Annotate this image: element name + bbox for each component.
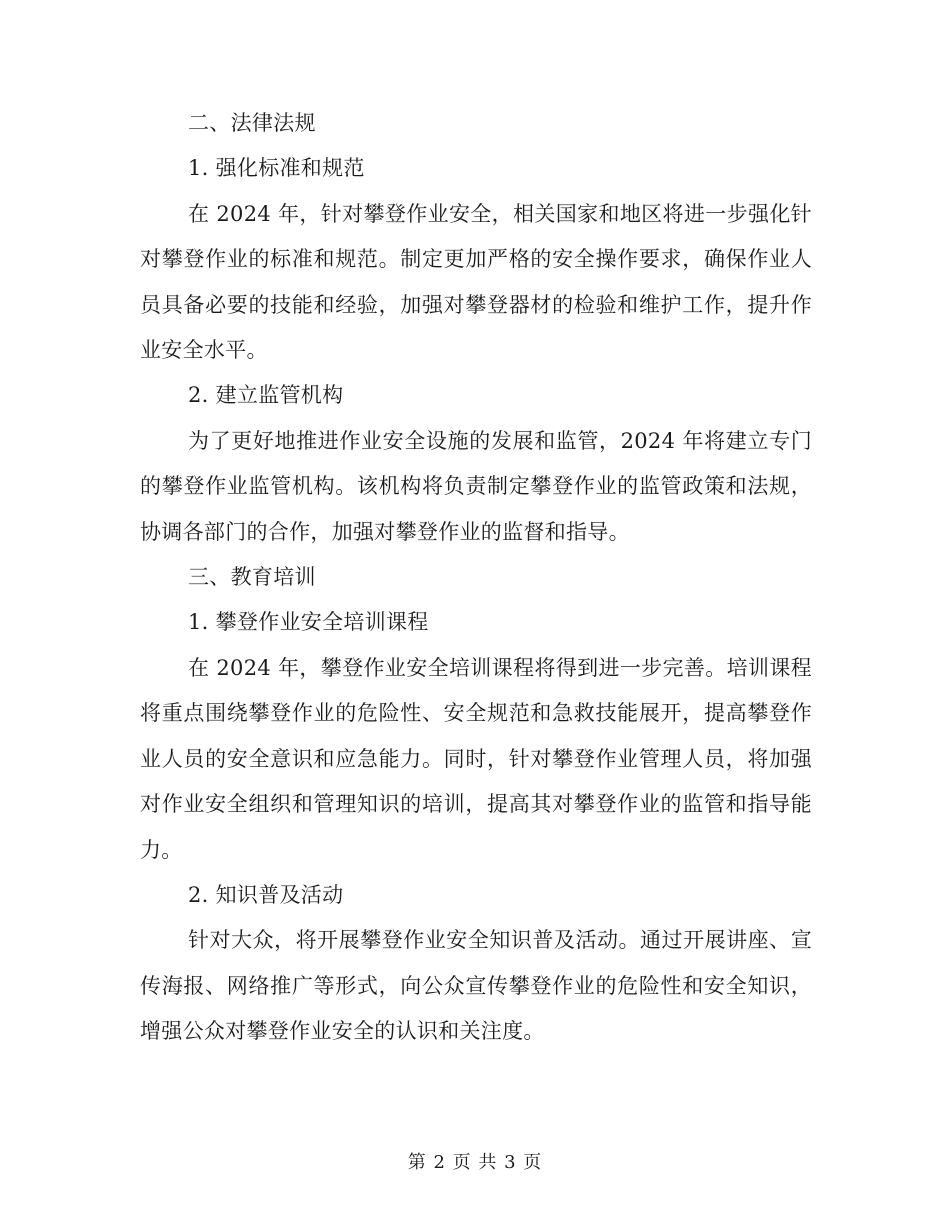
document-body xyxy=(140,101,812,1055)
paragraph-standards: 在 2024 年，针对攀登作业安全，相关国家和地区将进一步强化针对攀登作业的标准和规范。制定更加严格的安全操作要求，确保作业人员具备必要的技能和经验，加强对攀登器材的检验和维护工作，提升作业安全水平。 xyxy=(140,201,812,363)
section-heading-laws: 二、法律法规 xyxy=(188,111,316,135)
subheading-regulator: 2. 建立监管机构 xyxy=(188,383,344,408)
subheading-standards: 1. 强化标准和规范 xyxy=(188,156,365,181)
subheading-outreach: 2. 知识普及活动 xyxy=(188,882,344,907)
subheading-training-course: 1. 攀登作业安全培训课程 xyxy=(188,610,429,635)
paragraph-regulator: 为了更好地推进作业安全设施的发展和监管，2024 年将建立专门的攀登作业监管机构。该机构将负责制定攀登作业的监管政策和法规，协调各部门的合作，加强对攀登作业的监督和指导。 xyxy=(140,428,812,544)
paragraph-outreach: 针对大众，将开展攀登作业安全知识普及活动。通过开展讲座、宣传海报、网络推广等形式，向公众宣传攀登作业的危险性和安全知识，增强公众对攀登作业安全的认识和关注度。 xyxy=(140,928,812,1044)
page-number-footer: 第 2 页 共 3 页 xyxy=(407,1152,543,1173)
section-heading-training: 三、教育培训 xyxy=(188,565,316,590)
paragraph-training-course: 在 2024 年，攀登作业安全培训课程将得到进一步完善。培训课程将重点围绕攀登作业的危险性、安全规范和急救技能展开，提高攀登作业人员的安全意识和应急能力。同时，针对攀登作业管理人员，将加强对作业安全组织和管理知识的培训，提高其对攀登作业的监管和指导能力。 xyxy=(140,655,812,862)
